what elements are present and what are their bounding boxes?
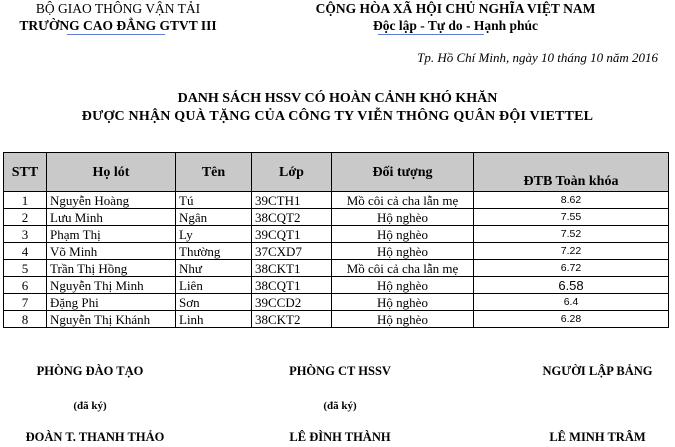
table-row	[4, 243, 669, 260]
table-row	[4, 192, 669, 209]
cell-ten: Sơn	[176, 294, 252, 311]
ministry-name: BỘ GIAO THÔNG VẬN TẢI	[35, 1, 201, 16]
cell-dtb: 7.52	[474, 226, 669, 243]
cell-lop: 39CTH1	[252, 192, 332, 209]
cell-ten: Như	[176, 260, 252, 277]
cell-doi-tuong: Hộ nghèo	[332, 226, 474, 243]
cell-dtb: 6.28	[474, 311, 669, 328]
cell-ho-lot: Võ Minh	[47, 243, 176, 260]
cell-ten: Tú	[176, 192, 252, 209]
cell-ho-lot: Nguyễn Thị Minh	[47, 277, 176, 294]
signature-role-training: PHÒNG ĐÀO TẠO	[36, 364, 144, 378]
cell-lop: 38CQT1	[252, 277, 332, 294]
document-subtitle: ĐƯỢC NHẬN QUÀ TẶNG CỦA CÔNG TY VIỄN THÔNG QUÂN ĐỘI VIETTEL	[81, 109, 594, 124]
motto: Độc lập - Tự do - Hạnh phúc	[372, 18, 539, 33]
cell-lop: 39CQT1	[252, 226, 332, 243]
cell-stt: 1	[4, 192, 47, 209]
signature-role-preparer: NGƯỜI LẬP BẢNG	[542, 364, 653, 378]
cell-stt: 5	[4, 260, 47, 277]
cell-ho-lot: Trần Thị Hồng	[47, 260, 176, 277]
cell-doi-tuong: Hộ nghèo	[332, 243, 474, 260]
school-underline	[67, 34, 165, 35]
cell-stt: 4	[4, 243, 47, 260]
document-title: DANH SÁCH HSSV CÓ HOÀN CẢNH KHÓ KHĂN	[177, 91, 498, 106]
signer-name-preparer: LÊ MINH TRÂM	[549, 430, 646, 444]
table-row	[4, 226, 669, 243]
student-list-table	[3, 152, 669, 328]
cell-doi-tuong: Hộ nghèo	[332, 311, 474, 328]
cell-stt: 7	[4, 294, 47, 311]
cell-ten: Ngân	[176, 209, 252, 226]
national-header	[236, 0, 675, 34]
table-row	[4, 260, 669, 277]
cell-doi-tuong: Hộ nghèo	[332, 294, 474, 311]
cell-ho-lot: Nguyễn Hoàng	[47, 192, 176, 209]
cell-dtb: 6.72	[474, 260, 669, 277]
cell-ten: Linh	[176, 311, 252, 328]
header-dtb: ĐTB Toàn khóa	[474, 153, 669, 192]
nation-name: CỘNG HÒA XÃ HỘI CHỦ NGHĨA VIỆT NAM	[315, 1, 596, 16]
table-header-row	[4, 153, 669, 192]
signer-name-training: ĐOÀN T. THANH THẢO	[25, 430, 165, 444]
date-line: Tp. Hồ Chí Minh, ngày 10 tháng 10 năm 2016	[417, 50, 658, 65]
signature-role-student-affairs: PHÒNG CT HSSV	[289, 364, 391, 378]
signed-note-training: (đã ký)	[73, 400, 107, 412]
cell-stt: 3	[4, 226, 47, 243]
header-doi-tuong: Đối tượng	[332, 153, 474, 192]
cell-ho-lot: Nguyễn Thị Khánh	[47, 311, 176, 328]
cell-dtb: 6.4	[474, 294, 669, 311]
cell-ho-lot: Đặng Phi	[47, 294, 176, 311]
table-row	[4, 209, 669, 226]
cell-dtb: 8.62	[474, 192, 669, 209]
cell-doi-tuong: Hộ nghèo	[332, 209, 474, 226]
school-name: TRƯỜNG CAO ĐẲNG GTVT III	[19, 18, 217, 33]
signer-name-student-affairs: LÊ ĐÌNH THÀNH	[289, 430, 391, 444]
table-row	[4, 277, 669, 294]
cell-ten: Ly	[176, 226, 252, 243]
cell-lop: 38CKT1	[252, 260, 332, 277]
cell-doi-tuong: Mồ côi cả cha lẫn mẹ	[332, 260, 474, 277]
cell-lop: 37CXD7	[252, 243, 332, 260]
cell-dtb: 6.58	[474, 277, 669, 294]
cell-doi-tuong: Mồ côi cả cha lẫn mẹ	[332, 192, 474, 209]
cell-lop: 38CQT2	[252, 209, 332, 226]
cell-ho-lot: Phạm Thị	[47, 226, 176, 243]
cell-stt: 8	[4, 311, 47, 328]
cell-doi-tuong: Hộ nghèo	[332, 277, 474, 294]
cell-stt: 6	[4, 277, 47, 294]
table-row	[4, 311, 669, 328]
cell-lop: 39CCD2	[252, 294, 332, 311]
cell-dtb: 7.22	[474, 243, 669, 260]
issuer-block	[0, 0, 236, 34]
motto-underline	[378, 34, 484, 35]
cell-lop: 38CKT2	[252, 311, 332, 328]
header-lop: Lớp	[252, 153, 332, 192]
cell-ho-lot: Lưu Minh	[47, 209, 176, 226]
header-ho-lot: Họ lót	[47, 153, 176, 192]
cell-ten: Thường	[176, 243, 252, 260]
header-ten: Tên	[176, 153, 252, 192]
header-stt: STT	[4, 153, 47, 192]
cell-ten: Liên	[176, 277, 252, 294]
signed-note-student-affairs: (đã ký)	[323, 400, 357, 412]
cell-dtb: 7.55	[474, 209, 669, 226]
table-row	[4, 294, 669, 311]
cell-stt: 2	[4, 209, 47, 226]
